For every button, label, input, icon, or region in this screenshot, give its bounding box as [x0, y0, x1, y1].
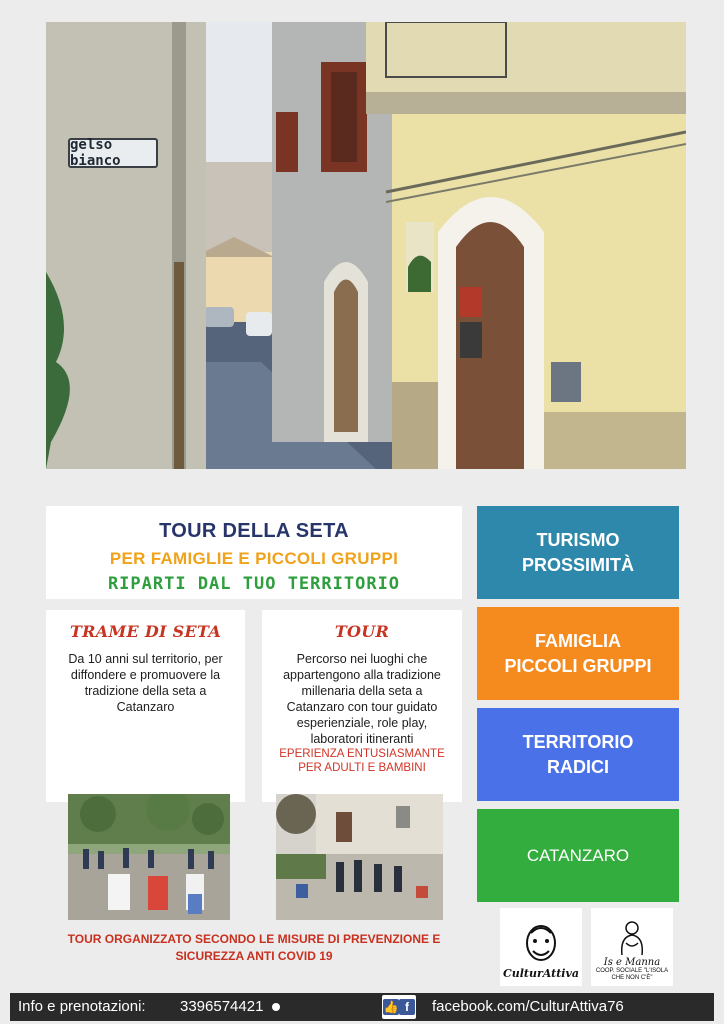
card-tour-highlight: EPERIENZA ENTUSIASMANTE PER ADULTI E BAMBINI — [279, 748, 445, 774]
tile-label: TERRITORIO — [522, 731, 634, 752]
card-trame-di-seta — [46, 610, 245, 802]
culturattiva-logo-text: CulturAttiva — [502, 967, 579, 980]
facebook-icon[interactable] — [382, 995, 416, 1019]
isola-coop-logo — [591, 908, 673, 986]
card-tour-body: Percorso nei luoghi che appartengono alla tradizione millenaria della seta a Catanzaro con tour guidato esperienziale, role play, laboratori itineranti — [283, 652, 441, 746]
culturattiva-logo — [500, 908, 582, 986]
footer-facebook-link[interactable]: facebook.com/CulturAttiva76 — [432, 998, 624, 1015]
page-tagline: RIPARTI DAL TUO TERRITORIO — [107, 574, 401, 594]
footer-dot-icon — [272, 1003, 280, 1011]
photo-group-square — [276, 794, 443, 920]
thumb-icon: 👍 — [383, 1000, 399, 1014]
tile-label: FAMIGLIA — [534, 630, 621, 651]
street-sign: gelso bianco — [68, 138, 158, 168]
card-tour — [262, 610, 462, 802]
isola-logo-sub: COOP. SOCIALE "L'ISOLA CHE NON C'È" — [595, 968, 669, 981]
card-trame-title: TRAME DI SETA — [69, 622, 222, 641]
tile-catanzaro — [477, 809, 679, 902]
tile-label: PROSSIMITÀ — [521, 554, 634, 575]
title-box — [46, 506, 462, 599]
tile-label: PICCOLI GRUPPI — [504, 655, 652, 676]
isola-logo-name: Is e Manna — [603, 957, 661, 968]
page-subtitle: PER FAMIGLIE E PICCOLI GRUPPI — [109, 549, 399, 568]
mask-icon — [519, 923, 563, 967]
figure-icon — [614, 919, 650, 957]
tile-label: RADICI — [546, 756, 609, 777]
street-scene-illustration — [46, 22, 686, 469]
page-title: TOUR DELLA SETA — [159, 520, 349, 542]
footer-bar — [10, 993, 714, 1021]
facebook-f-icon: f — [399, 999, 415, 1015]
tile-famiglia-piccoli-gruppi — [477, 607, 679, 700]
covid-safety-note: TOUR ORGANIZZATO SECONDO LE MISURE DI PREVENZIONE E SICUREZZA ANTI COVID 19 — [67, 932, 441, 963]
tile-label: TURISMO — [536, 529, 620, 550]
tile-turismo-prossimita — [477, 506, 679, 599]
footer-phone[interactable]: 3396574421 — [180, 998, 264, 1015]
tile-territorio-radici — [477, 708, 679, 801]
card-tour-title: TOUR — [334, 622, 390, 641]
tile-label: CATANZARO — [526, 846, 630, 865]
card-trame-body: Da 10 anni sul territorio, per diffondere e promuovere la tradizione della seta a Catanzaro — [68, 652, 223, 714]
photo-children-circle — [68, 794, 230, 920]
hero-photo — [46, 22, 686, 469]
footer-info-label: Info e prenotazioni: — [18, 998, 146, 1015]
